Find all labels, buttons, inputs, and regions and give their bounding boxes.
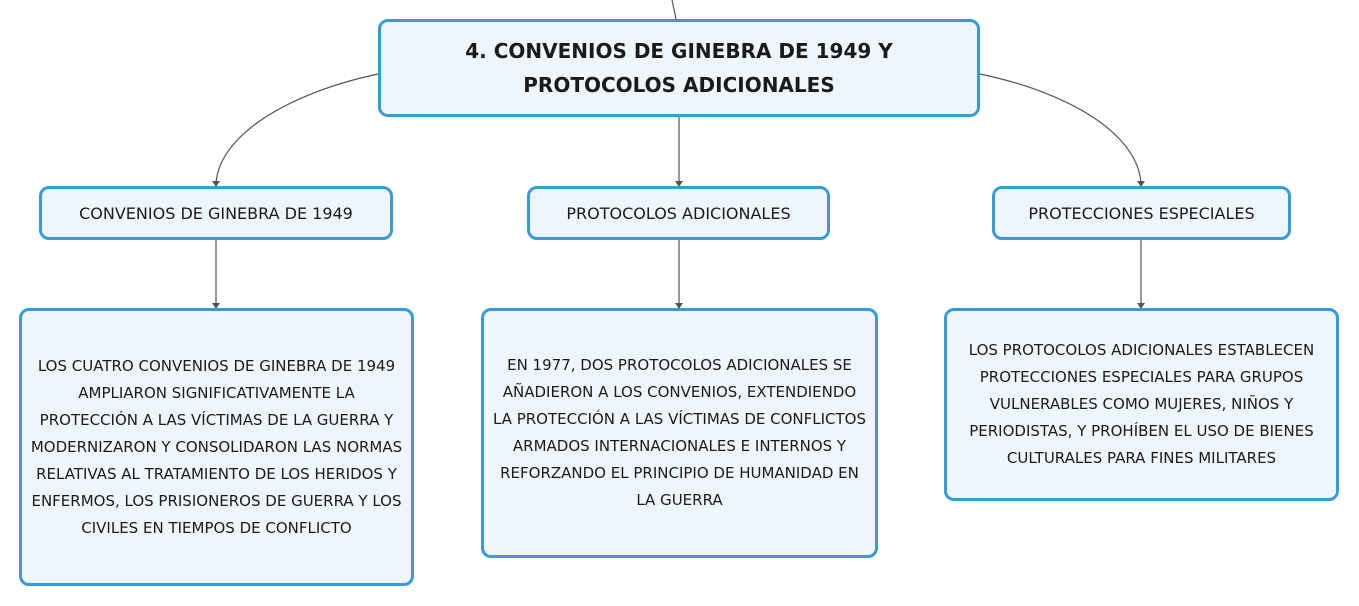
leaf-protecciones-especiales[interactable] <box>944 308 1339 501</box>
branch-label: PROTOCOLOS ADICIONALES <box>566 203 791 223</box>
branch-label: PROTECCIONES ESPECIALES <box>1028 203 1255 223</box>
connector-root-branch3 <box>980 74 1141 186</box>
connector-parent <box>672 0 676 19</box>
branch-convenios-ginebra-1949[interactable] <box>39 186 393 240</box>
branch-protocolos-adicionales[interactable] <box>527 186 830 240</box>
leaf-text: LOS PROTOCOLOS ADICIONALES ESTABLECEN PROTECCIONES ESPECIALES PARA GRUPOS VULNERABLES COMO MUJERES, NIÑOS Y PERIODISTAS, Y PROHÍBEN EL USO DE BIENES CULTURALES PARA FINES MILITARES <box>968 341 1315 467</box>
leaf-convenios-ginebra-1949[interactable] <box>19 308 414 586</box>
connector-root-branch1 <box>216 74 378 186</box>
root-title: 4. CONVENIOS DE GINEBRA DE 1949 Y PROTOCOLOS ADICIONALES <box>465 39 893 97</box>
leaf-protocolos-adicionales[interactable] <box>481 308 878 558</box>
branch-label: CONVENIOS DE GINEBRA DE 1949 <box>79 203 353 223</box>
root-node[interactable] <box>378 19 980 117</box>
leaf-text: LOS CUATRO CONVENIOS DE GINEBRA DE 1949 AMPLIARON SIGNIFICATIVAMENTE LA PROTECCIÓN A LAS VÍCTIMAS DE LA GUERRA Y MODERNIZARON Y CONSOLIDARON LAS NORMAS RELATIVAS AL TRATAMIENTO DE LOS HERIDOS Y ENFERMOS, LOS PRISIONEROS DE GUERRA Y LOS CIVILES EN TIEMPOS DE CONFLICTO <box>30 356 403 537</box>
leaf-text: EN 1977, DOS PROTOCOLOS ADICIONALES SE AÑADIERON A LOS CONVENIOS, EXTENDIENDO LA PROTECCIÓN A LAS VÍCTIMAS DE CONFLICTOS ARMADOS INTERNACIONALES E INTERNOS Y REFORZANDO EL PRINCIPIO DE HUMANIDAD EN LA GUERRA <box>492 356 866 509</box>
branch-protecciones-especiales[interactable] <box>992 186 1291 240</box>
